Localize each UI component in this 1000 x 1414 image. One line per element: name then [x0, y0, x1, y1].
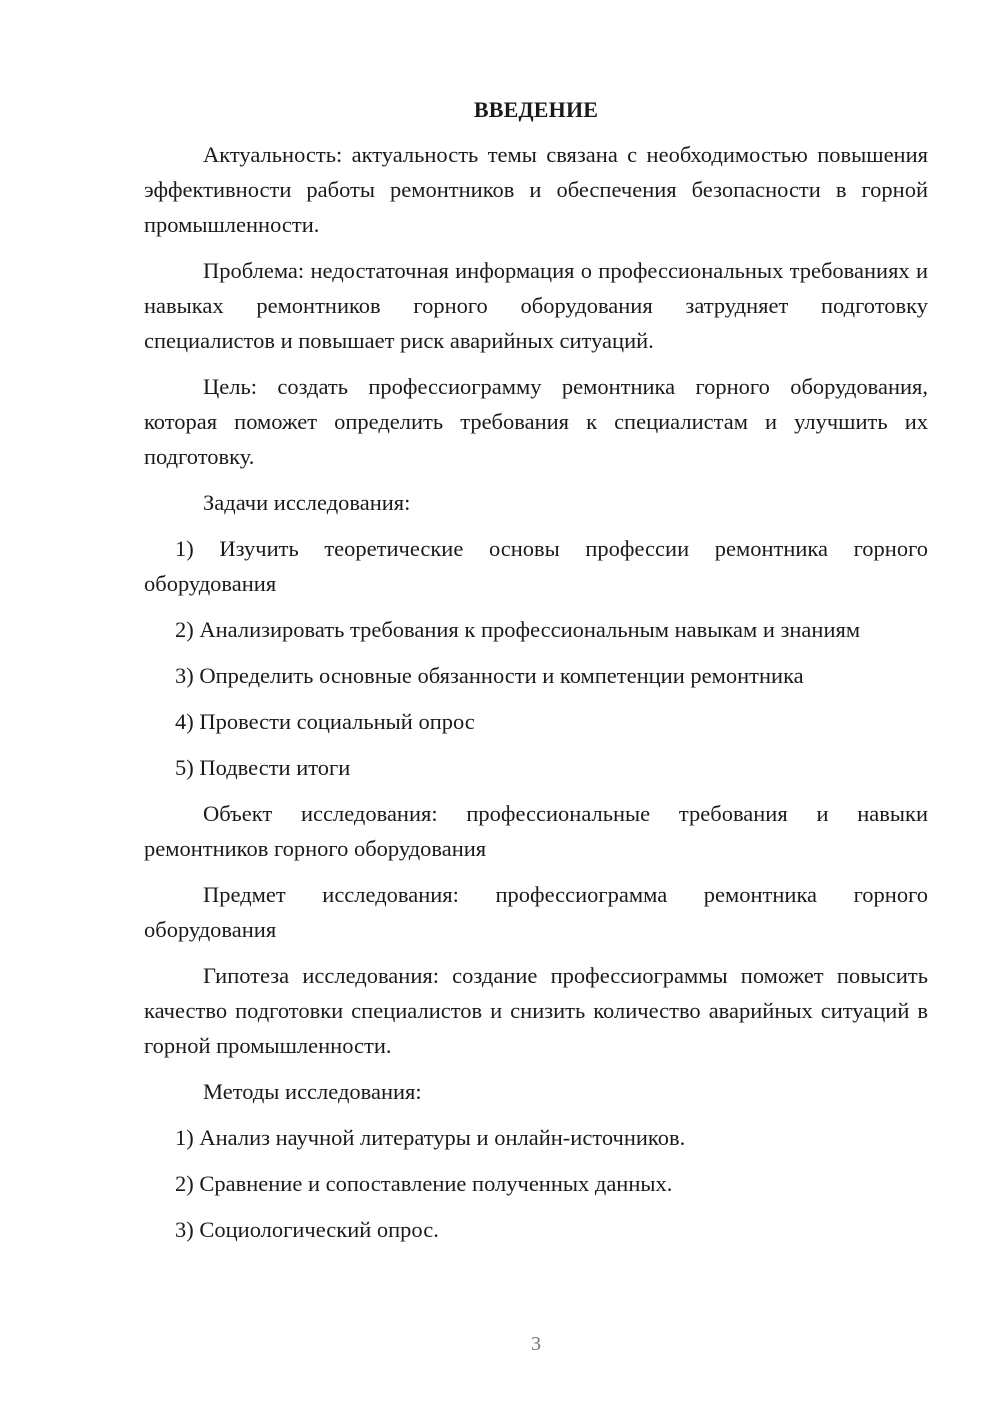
paragraph-relevance: Актуальность: актуальность темы связана с необходимостью повышения эффективности работы ремонтников и обеспечения безопасности в горной промышленности. [144, 142, 928, 237]
paragraph-hypothesis: Гипотеза исследования: создание профессиограммы поможет повысить качество подготовки специалистов и снизить количество аварийных ситуаций в горной промышленности. [144, 963, 928, 1058]
task-item-2: 2) Анализировать требования к профессиональным навыкам и знаниям [175, 617, 861, 642]
section-title: ВВЕДЕНИЕ [473, 97, 599, 122]
paragraph-subject: Предмет исследования: профессиограмма ремонтника горного оборудования [144, 882, 928, 942]
page-number: 3 [531, 1333, 541, 1355]
document-page [144, 92, 928, 1258]
method-item-2: 2) Сравнение и сопоставление полученных данных. [175, 1171, 673, 1196]
tasks-heading: Задачи исследования: [203, 490, 411, 515]
method-item-1: 1) Анализ научной литературы и онлайн-источников. [175, 1125, 686, 1150]
task-item-5: 5) Подвести итоги [175, 755, 351, 780]
task-item-4: 4) Провести социальный опрос [175, 709, 475, 734]
paragraph-problem: Проблема: недостаточная информация о профессиональных требованиях и навыках ремонтников горного оборудования затрудняет подготовку специалистов и повышает риск аварийных ситуаций. [144, 258, 928, 353]
paragraph-object: Объект исследования: профессиональные требования и навыки ремонтников горного оборудования [144, 801, 928, 861]
method-item-3: 3) Социологический опрос. [175, 1217, 439, 1242]
methods-heading: Методы исследования: [203, 1079, 422, 1104]
task-item-3: 3) Определить основные обязанности и компетенции ремонтника [175, 663, 804, 688]
paragraph-goal: Цель: создать профессиограмму ремонтника горного оборудования, которая поможет определить требования к специалистам и улучшить их подготовку. [144, 374, 928, 469]
task-item-1: 1) Изучить теоретические основы профессии ремонтника горного оборудования [144, 536, 928, 596]
